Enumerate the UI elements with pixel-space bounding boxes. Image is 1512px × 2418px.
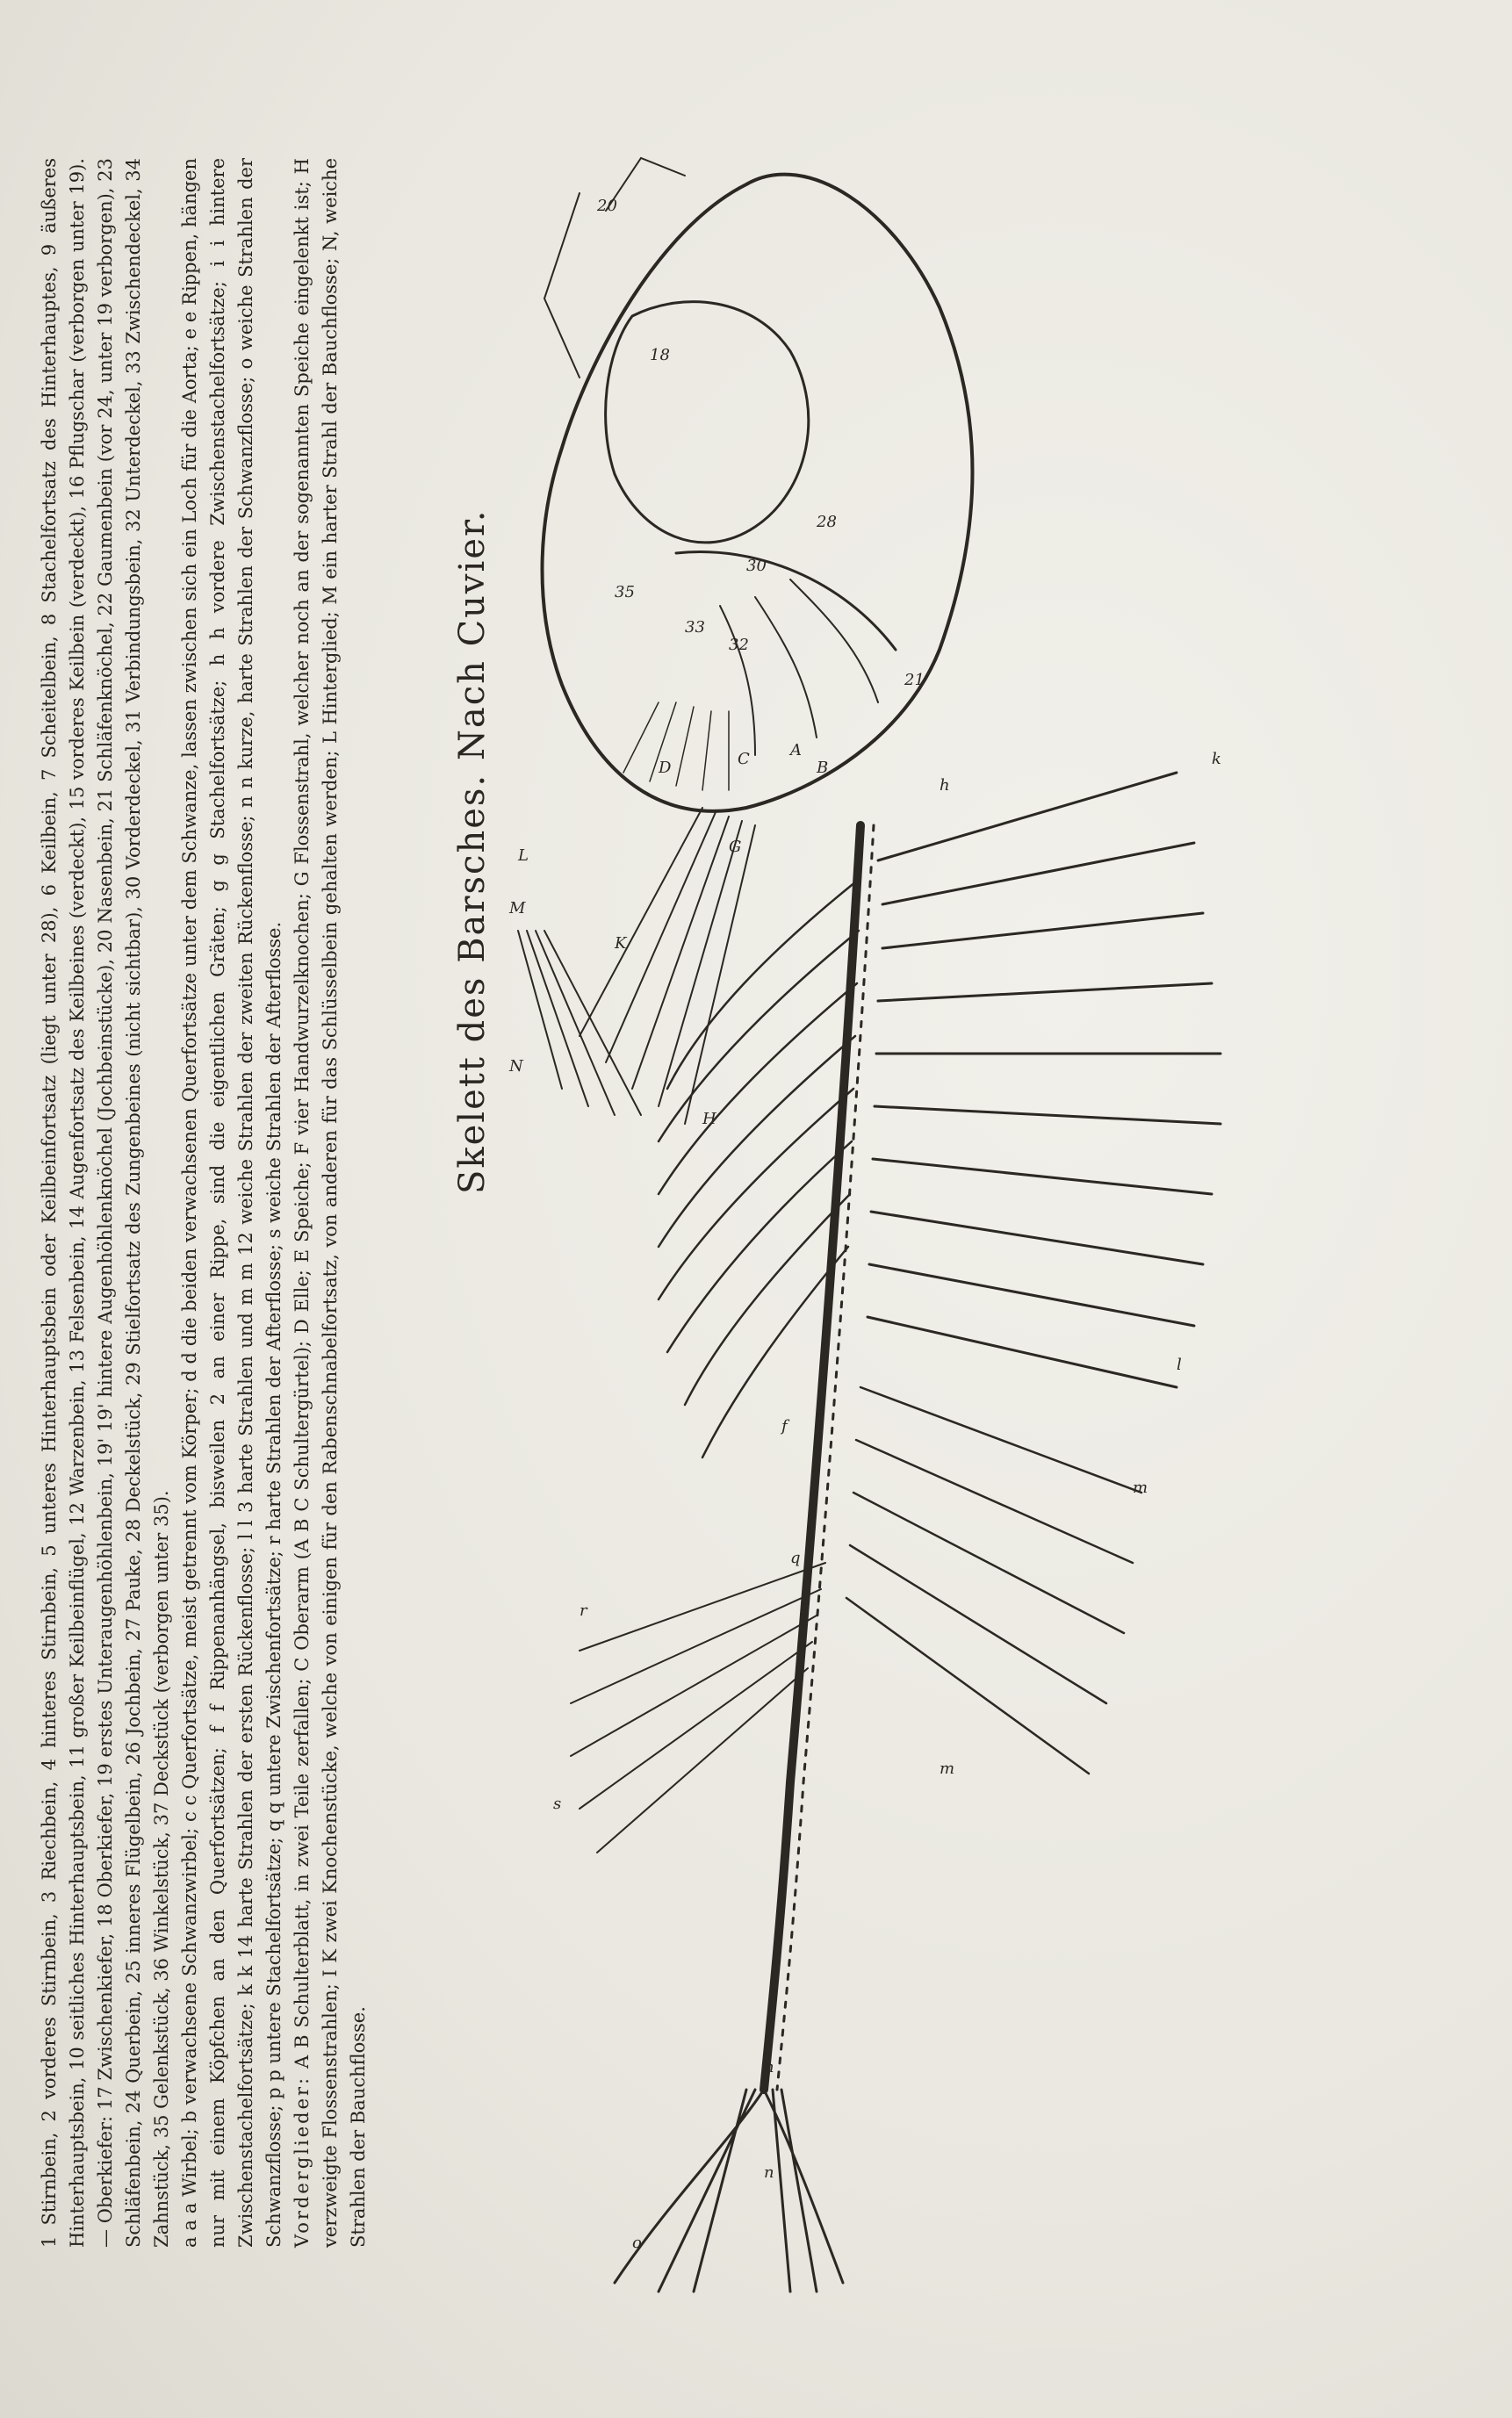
svg-text:r: r <box>580 1601 587 1620</box>
svg-text:f: f <box>781 1417 788 1436</box>
svg-text:18: 18 <box>650 346 670 364</box>
svg-text:20: 20 <box>597 197 617 215</box>
svg-text:L: L <box>518 846 529 865</box>
svg-text:D: D <box>659 759 672 777</box>
svg-text:32: 32 <box>729 636 749 654</box>
legend-limbs-paragraph <box>288 158 372 2248</box>
figure-title: Skelett des Barsches. Nach Cuvier. <box>452 508 493 1194</box>
svg-text:n: n <box>764 2163 774 2182</box>
svg-text:l: l <box>1177 1356 1182 1374</box>
svg-text:N: N <box>509 1057 523 1076</box>
svg-text:q: q <box>790 1549 801 1567</box>
svg-text:s: s <box>553 1795 562 1813</box>
svg-text:m: m <box>1133 1479 1148 1497</box>
legend-limbs-text: A B Schulterblatt, in zwei Teile zerfallen; C Oberarm (A B C Schultergürtel); D Elle; E Speiche; F vier Handwurzelknochen; G Flossenstrahl, welcher noch an der sogenannten Speiche eingelenkt ist; H verzweigte Flossenstrahlen; I K zwei Knochenstücke, welche von einigen für den Rabenschnabelfortsatz, von anderen für das Schlüsselbein gehalten werden; L Hinterglied; M ein harter Strahl der Bauchflosse; N, weiche Strahlen der Bauchflosse. <box>292 158 369 2248</box>
rotated-text-block <box>0 158 878 2248</box>
legend-skull-paragraph: 1 Stirnbein, 2 vorderes Stirnbein, 3 Riechbein, 4 hinteres Stirnbein, 5 unteres Hinterhauptsbein oder Keilbeinfortsatz (liegt unter 28), 6 Keilbein, 7 Scheitelbein, 8 Stachelfortsatz des Hinterhauptes, 9 äußeres Hinterhauptsbein, 10 seitliches Hinterhauptsbein, 11 großer Keilbeinflügel, 12 Warzenbein, 13 Felsenbein, 14 Augenfortsatz des Keilbeines (verdeckt), 15 vorderes Keilbein (verdeckt), 16 Pflugschar (verborgen unter 19). — Oberkiefer: 17 Zwischenkiefer, 18 Oberkiefer, 19 erstes Unteraugenhöhlenbein, 19' 19' hintere Augenhöhlenknöchel (Jochbeinstücke), 20 Nasenbein, 21 Schläfenknöchel, 22 Gaumenbein (vor 24, unter 19 verborgen), 23 Schläfenbein, 24 Querbein, 25 inneres Flügelbein, 26 Jochbein, 27 Pauke, 28 Deckelstück, 29 Stielfortsatz des Zungenbeines (nicht sichtbar), 30 Vorderdeckel, 31 Verbindungsbein, 32 Unterdeckel, 33 Zwischendeckel, 34 Zahnstück, 35 Gelenkstück, 36 Winkelstück, 37 Deckstück (verborgen unter 35). <box>39 158 172 2248</box>
svg-text:K: K <box>615 934 627 953</box>
svg-text:h: h <box>940 776 950 795</box>
dorsal-spines <box>846 773 1220 1774</box>
svg-text:21: 21 <box>904 671 925 689</box>
svg-text:35: 35 <box>615 583 635 601</box>
svg-text:28: 28 <box>817 513 837 531</box>
svg-text:A: A <box>790 741 802 759</box>
svg-text:o: o <box>632 2234 642 2252</box>
svg-text:m: m <box>940 1760 955 1778</box>
svg-text:G: G <box>729 838 742 856</box>
legend-spine-paragraph: a a a Wirbel; b verwachsene Schwanzwirbel; c c Querfortsätze, meist getrennt vom Körper; d d die beiden verwachsenen Querfortsätze unter dem Schwanze, lassen zwischen sich ein Loch für die Aorta; e e Rippen, hängen nur mit einem Köpfchen an den Querfortsätzen; f f Rippenanhängsel, bisweilen 2 an einer Rippe, sind die eigentlichen Gräten; g g Stachelfortsätze; h h vordere Zwischenstachelfortsätze; i i hintere Zwischenstachelfortsätze; k k 14 harte Strahlen der ersten Rückenflosse; l l 3 harte Strahlen und m m 12 weiche Strahlen der zweiten Rückenflosse; n n kurze, harte Strahlen der Schwanzflosse; o weiche Strahlen der Schwanzflosse; p p untere Stachelfortsätze; q q untere Zwischenfortsätze; r harte Strahlen der Afterflosse; s weiche Strahlen der Afterflosse. <box>179 158 284 2248</box>
svg-text:H: H <box>702 1110 716 1128</box>
svg-text:30: 30 <box>746 557 767 575</box>
legend-limbs-heading: Vorderglieder: <box>292 2075 313 2248</box>
svg-text:M: M <box>509 899 526 918</box>
svg-text:B: B <box>817 759 829 777</box>
svg-text:33: 33 <box>685 618 705 637</box>
figure-legend <box>35 158 421 2248</box>
svg-text:n: n <box>764 2058 774 2076</box>
svg-text:C: C <box>738 750 750 768</box>
svg-text:k: k <box>1212 750 1221 768</box>
